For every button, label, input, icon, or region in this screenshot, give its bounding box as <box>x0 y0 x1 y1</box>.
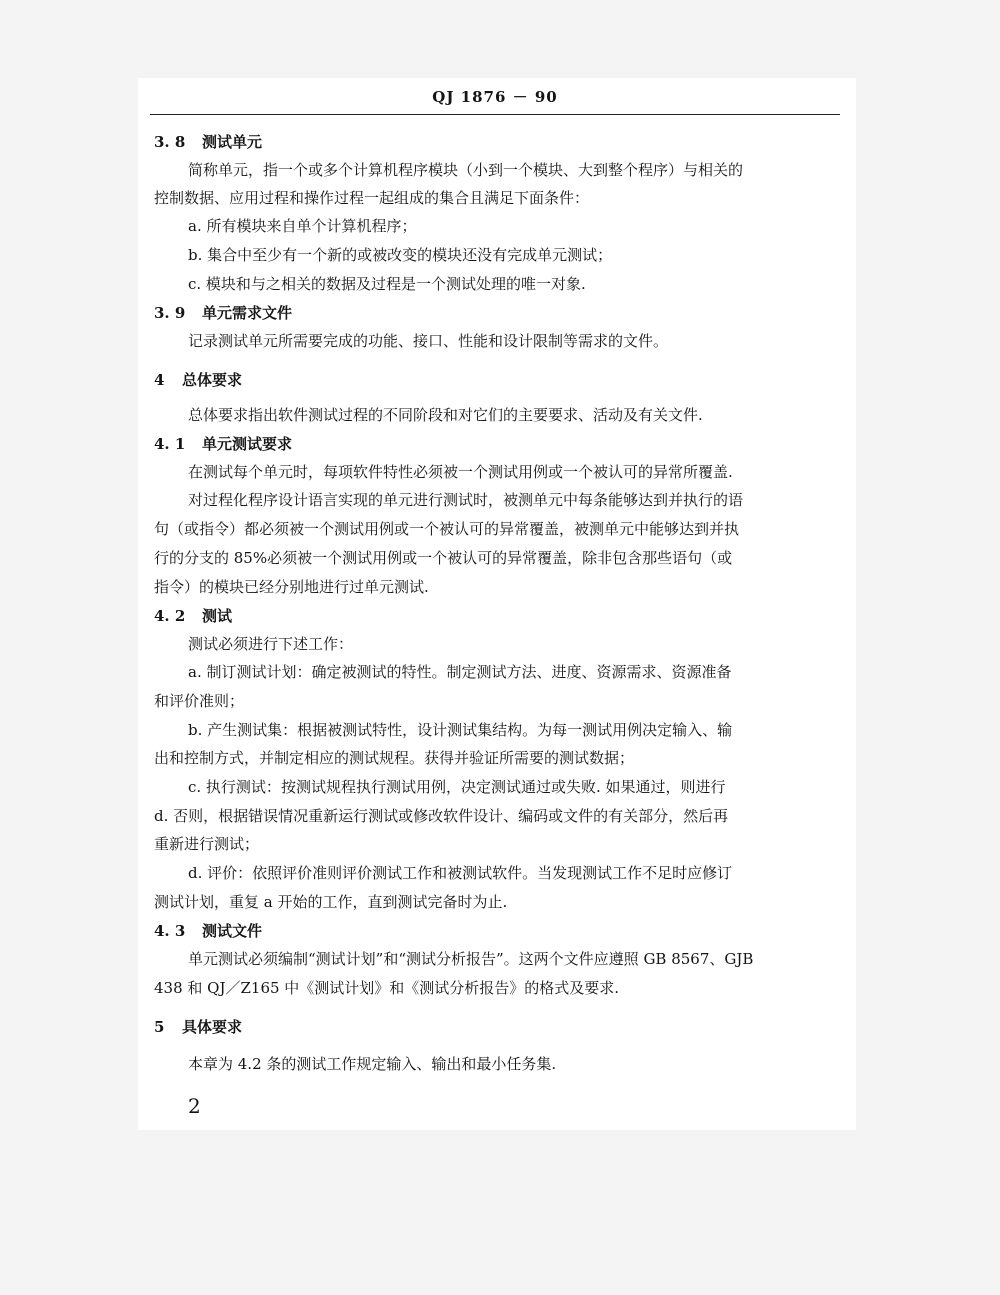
paragraph-line: 对过程化程序设计语言实现的单元进行测试时，被测单元中每条能够达到并执行的语 <box>188 491 744 509</box>
paragraph-line: 和评价准则； <box>154 692 245 710</box>
paragraph-line: 重新进行测试； <box>154 835 260 853</box>
list-item: d. 评价：依照评价准则评价测试工作和被测试软件。当发现测试工作不足时应修订 <box>188 864 733 882</box>
page-number: 2 <box>188 1094 201 1118</box>
paragraph-line: 总体要求指出软件测试过程的不同阶段和对它们的主要要求、活动及有关文件. <box>188 406 703 424</box>
list-item: a. 制订测试计划：确定被测试的特性。制定测试方法、进度、资源需求、资源准备 <box>188 663 732 681</box>
paragraph-line: 记录测试单元所需要完成的功能、接口、性能和设计限制等需求的文件。 <box>188 332 669 350</box>
header-rule <box>150 114 840 115</box>
list-item: b. 产生测试集：根据被测试特性，设计测试集结构。为每一测试用例决定输入、输 <box>188 721 733 739</box>
heading-3-9: 3. 9 单元需求文件 <box>154 304 293 322</box>
heading-4: 4 总体要求 <box>154 371 243 389</box>
heading-3-8: 3. 8 测试单元 <box>154 133 263 151</box>
paragraph-line: 出和控制方式，并制定相应的测试规程。获得并验证所需要的测试数据； <box>154 749 635 767</box>
paragraph-line: 控制数据、应用过程和操作过程一起组成的集合且满足下面条件： <box>154 189 590 207</box>
paragraph-line: 单元测试必须编制“测试计划”和“测试分析报告”。这两个文件应遵照 GB 8567、GJB <box>188 950 754 968</box>
list-item: a. 所有模块来自单个计算机程序； <box>188 217 417 235</box>
paragraph-line: 在测试每个单元时，每项软件特性必须被一个测试用例或一个被认可的异常所覆盖. <box>188 463 733 481</box>
paragraph-line: 简称单元，指一个或多个计算机程序模块（小到一个模块、大到整个程序）与相关的 <box>188 161 744 179</box>
paragraph-line: d. 否则，根据错误情况重新运行测试或修改软件设计、编码或文件的有关部分，然后再 <box>154 807 729 825</box>
list-item: c. 执行测试：按测试规程执行测试用例，决定测试通过或失败. 如果通过，则进行 <box>188 778 726 796</box>
paragraph-line: 测试计划，重复 a 开始的工作，直到测试完备时为止. <box>154 893 508 911</box>
heading-4-3: 4. 3 测试文件 <box>154 922 263 940</box>
list-item: c. 模块和与之相关的数据及过程是一个测试处理的唯一对象. <box>188 275 586 293</box>
paragraph-line: 句（或指令）都必须被一个测试用例或一个被认可的异常覆盖，被测单元中能够达到并执 <box>154 520 740 538</box>
heading-5: 5 具体要求 <box>154 1018 243 1036</box>
paragraph-line: 指令）的模块已经分别地进行过单元测试. <box>154 578 429 596</box>
heading-4-1: 4. 1 单元测试要求 <box>154 435 293 453</box>
paragraph-line: 本章为 4.2 条的测试工作规定输入、输出和最小任务集. <box>188 1055 557 1073</box>
list-item: b. 集合中至少有一个新的或被改变的模块还没有完成单元测试； <box>188 246 613 264</box>
paragraph-line: 行的分支的 85%必须被一个测试用例或一个被认可的异常覆盖，除非包含那些语句（或 <box>154 549 733 567</box>
document-code-header: QJ 1876 － 90 <box>432 88 558 106</box>
paragraph-line: 438 和 QJ／Z165 中《测试计划》和《测试分析报告》的格式及要求. <box>154 979 620 997</box>
paragraph-line: 测试必须进行下述工作： <box>188 635 354 653</box>
heading-4-2: 4. 2 测试 <box>154 607 233 625</box>
